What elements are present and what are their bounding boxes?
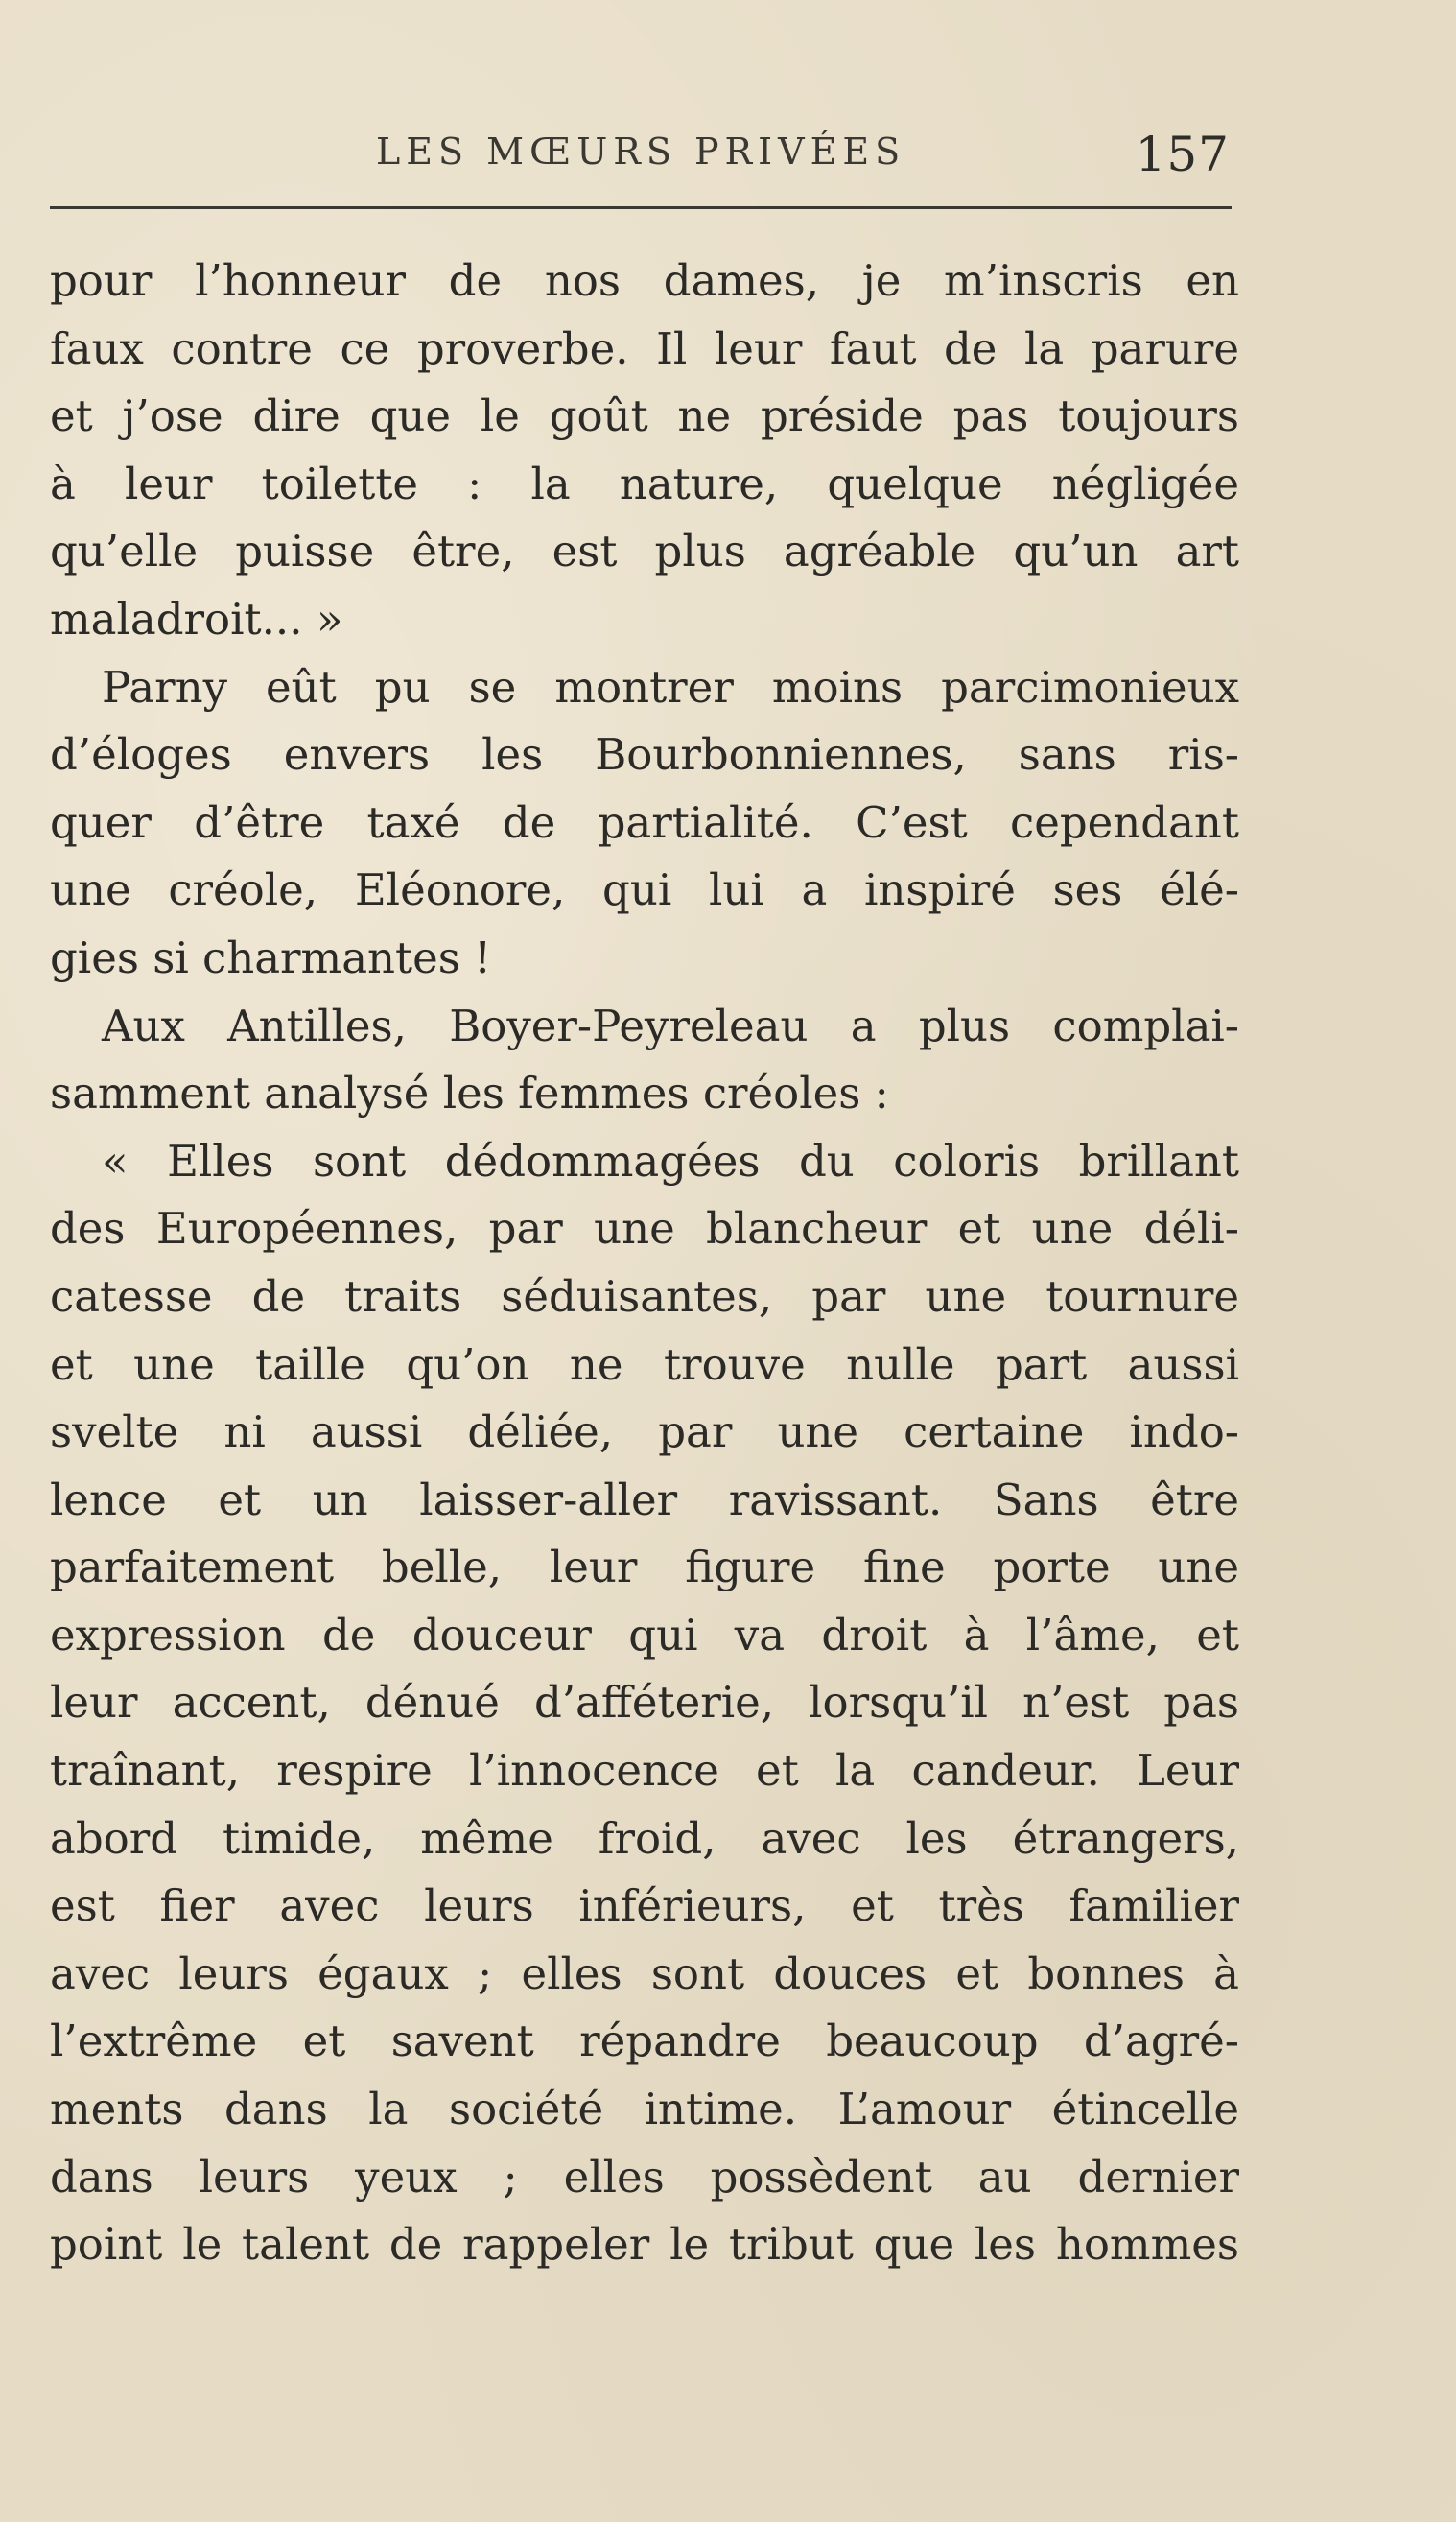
text-line: lence et un laisser-aller ravissant. Sans être: [50, 1473, 1239, 1525]
text-line: et une taille qu’on ne trouve nulle part aussi: [50, 1338, 1239, 1390]
text-line: avec leurs égaux ; elles sont douces et bonnes à: [50, 1947, 1239, 1999]
text-line: gies si charmantes !: [50, 931, 492, 983]
text-line: une créole, Eléonore, qui lui a inspiré ses élé-: [50, 864, 1239, 916]
running-title: LES MŒURS PRIVÉES: [376, 130, 906, 173]
text-line: ments dans la société intime. L’amour étincelle: [50, 2084, 1239, 2135]
text-line: svelte ni aussi déliée, par une certaine indo-: [50, 1406, 1239, 1458]
text-line: catesse de traits séduisantes, par une tournure: [50, 1270, 1239, 1322]
text-line: abord timide, même froid, avec les étrangers,: [50, 1812, 1239, 1864]
text-line: maladroit... »: [50, 593, 343, 645]
text-line: traînant, respire l’innocence et la candeur. Leur: [50, 1745, 1239, 1797]
text-line: samment analysé les femmes créoles :: [50, 1068, 889, 1120]
text-line: qu’elle puisse être, est plus agréable qu’un art: [50, 526, 1239, 577]
text-line: dans leurs yeux ; elles possèdent au dernier: [50, 2151, 1239, 2203]
text-line: Parny eût pu se montrer moins parcimonieux: [102, 661, 1239, 713]
text-line: à leur toilette : la nature, quelque négligée: [50, 458, 1239, 509]
text-line: faux contre ce proverbe. Il leur faut de la parure: [50, 322, 1239, 374]
text-line: l’extrême et savent répandre beaucoup d’agré-: [50, 2015, 1239, 2067]
text-line: des Européennes, par une blancheur et une déli-: [50, 1203, 1239, 1255]
text-line: expression de douceur qui va droit à l’âme, et: [50, 1609, 1239, 1661]
running-head: [50, 127, 1230, 188]
body-text: [50, 247, 1239, 2279]
text-line: et j’ose dire que le goût ne préside pas toujours: [50, 390, 1239, 442]
header-rule: [50, 206, 1232, 209]
text-line: d’éloges envers les Bourbonniennes, sans ris-: [50, 729, 1239, 781]
text-line: point le talent de rappeler le tribut que les hommes: [50, 2219, 1239, 2271]
text-line: parfaitement belle, leur figure fine porte une: [50, 1542, 1239, 1593]
text-line: est fier avec leurs inférieurs, et très familier: [50, 1880, 1239, 1932]
text-line: Aux Antilles, Boyer-Peyreleau a plus complai-: [102, 1000, 1239, 1051]
text-line: pour l’honneur de nos dames, je m’inscris en: [50, 255, 1239, 306]
text-line: quer d’être taxé de partialité. C’est cependant: [50, 796, 1239, 848]
page-number: 157: [1135, 127, 1230, 182]
text-line: leur accent, dénué d’afféterie, lorsqu’il n’est pas: [50, 1677, 1239, 1729]
text-line: « Elles sont dédommagées du coloris brillant: [102, 1135, 1239, 1187]
